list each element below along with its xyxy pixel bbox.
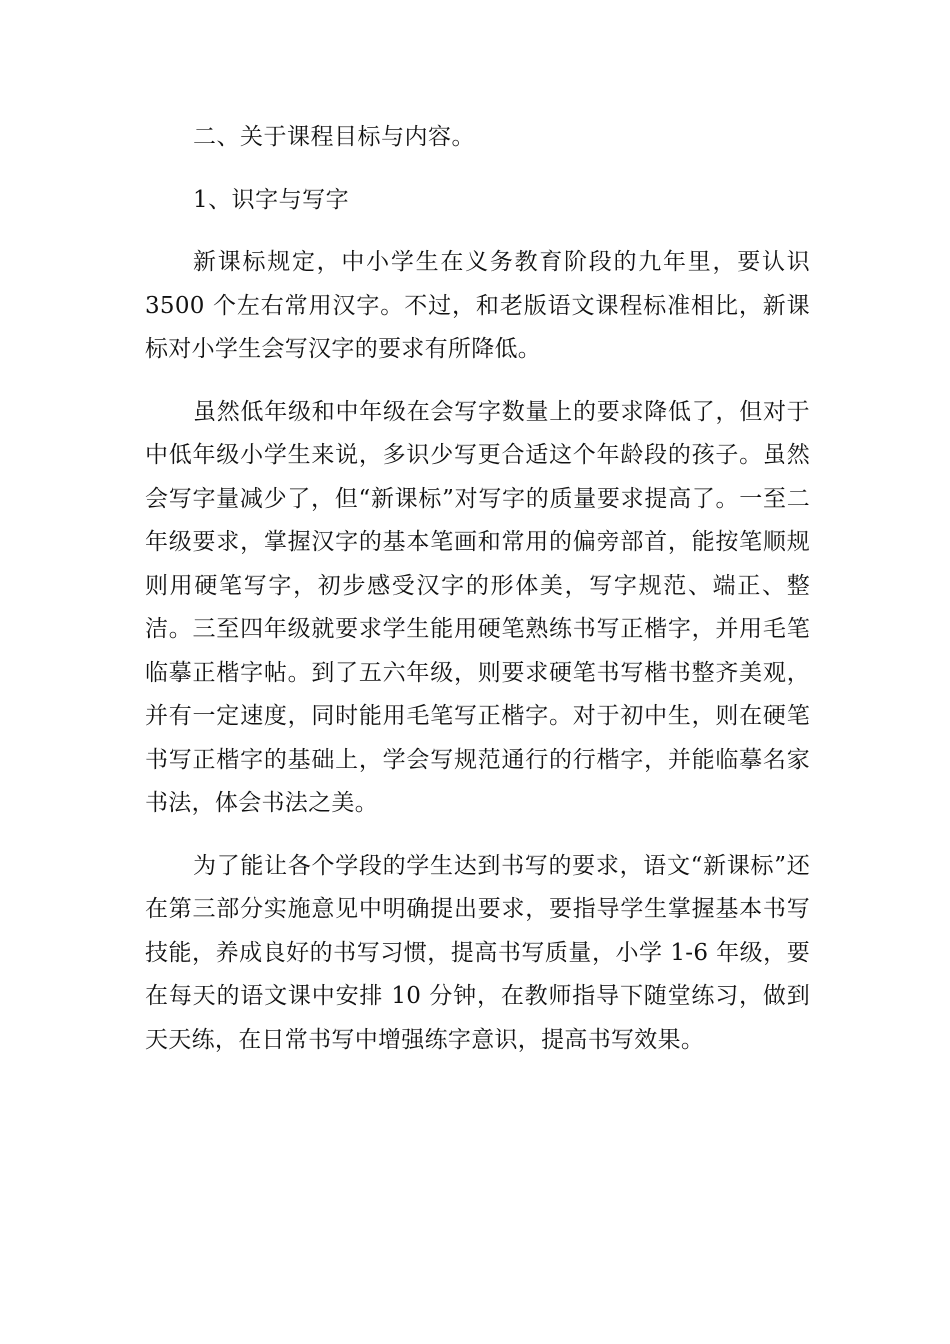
paragraph-2: 虽然低年级和中年级在会写字数量上的要求降低了，但对于中低年级小学生来说，多识少写更合适这个年龄段的孩子。虽然会写字量减少了，但“新课标”对写字的质量要求提高了。一至二年级要求，掌握汉字的基本笔画和常用的偏旁部首，能按笔顺规则用硬笔写字，初步感受汉字的形体美，写字规范、端正、整洁。三至四年级就要求学生能用硬笔熟练书写正楷字，并用毛笔临摹正楷字帖。到了五六年级，则要求硬笔书写楷书整齐美观，并有一定速度，同时能用毛笔写正楷字。对于初中生，则在硬笔书写正楷字的基础上，学会写规范通行的行楷字，并能临摹名家书法，体会书法之美。 (145, 398, 810, 816)
paragraph-1: 新课标规定，中小学生在义务教育阶段的九年里，要认识 3500 个左右常用汉字。不过，和老版语文课程标准相比，新课标对小学生会写汉字的要求有所降低。 (145, 249, 810, 362)
paragraph-3: 为了能让各个学段的学生达到书写的要求，语文“新课标”还在第三部分实施意见中明确提出要求，要指导学生掌握基本书写技能，养成良好的书写习惯，提高书写质量，小学 1-6 年级，要在每天的语文课中安排 10 分钟，在教师指导下随堂练习，做到天天练，在日常书写中增强练字意识，提高书写效果。 (145, 852, 810, 1053)
subsection-heading: 1、识字与写字 (193, 187, 350, 213)
section-heading: 二、关于课程目标与内容。 (193, 124, 475, 150)
document-body (145, 115, 810, 1081)
